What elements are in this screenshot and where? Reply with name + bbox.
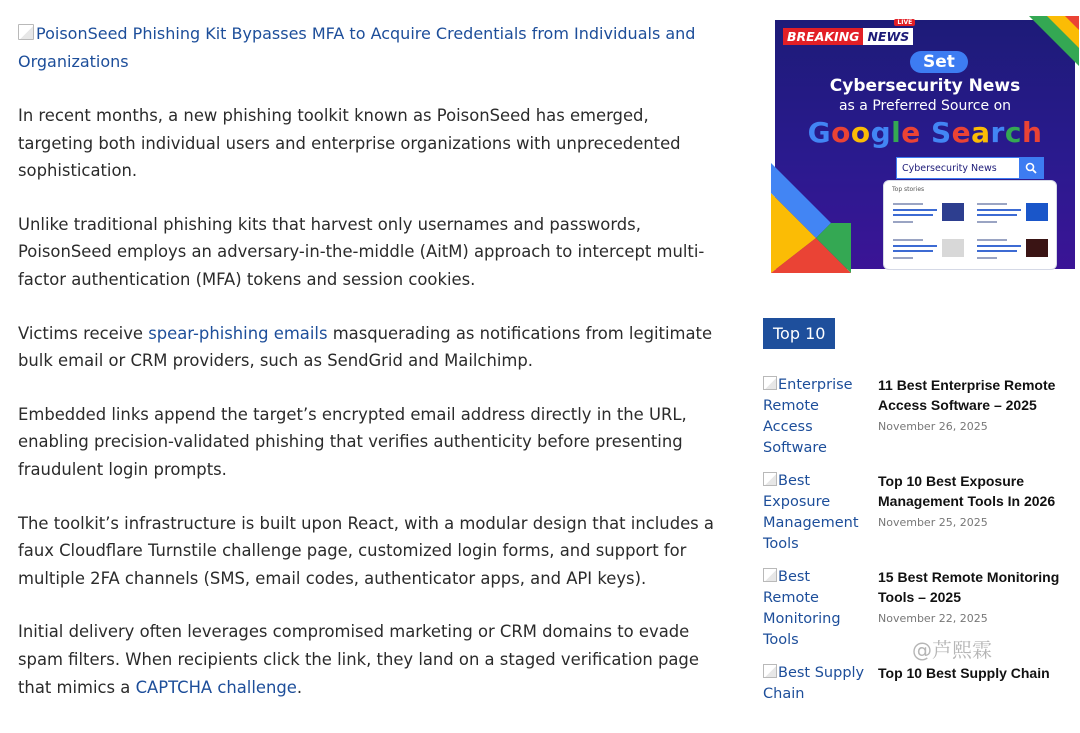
search-icon (1019, 158, 1043, 178)
sidebar-item-title[interactable]: 11 Best Enterprise Remote Access Software – 2025 (878, 377, 1056, 413)
hero-image[interactable] (18, 24, 695, 71)
article-paragraph (18, 618, 718, 701)
story-card-preview (890, 233, 966, 267)
google-search-wordmark (775, 116, 1075, 149)
google-wordmark-letter: S (930, 116, 952, 149)
google-wordmark-letter: l (891, 116, 902, 149)
sidebar-item-thumbnail[interactable] (763, 663, 868, 733)
breaking-label: BREAKING (783, 28, 863, 45)
google-corner-bottom-decoration-icon (771, 163, 851, 273)
sidebar-item-thumbnail[interactable] (763, 471, 868, 552)
paragraph-text: Embedded links append the target’s encrypted email address directly in the URL, enabling precision-validated phishing that verifies authenticity before presenting fraudulent login prompts. (18, 404, 687, 479)
broken-image-icon (763, 472, 777, 486)
banner-search-box (896, 157, 1044, 179)
article-body (18, 20, 718, 701)
thumbnail-alt-text: Best Exposure Management Tools (763, 473, 859, 552)
sidebar-item-title[interactable]: 15 Best Remote Monitoring Tools – 2025 (878, 569, 1060, 605)
sidebar-item-date: November 22, 2025 (878, 612, 988, 625)
article-paragraph (18, 102, 718, 185)
breaking-news-badge (783, 19, 913, 45)
banner-search-value: Cybersecurity News (902, 162, 997, 174)
paragraph-text: Victims receive (18, 323, 149, 343)
paragraph-text: . (296, 677, 303, 697)
google-wordmark-letter: e (951, 116, 972, 149)
google-wordmark-letter: g (870, 116, 892, 149)
banner-subtitle: as a Preferred Source on (838, 98, 1012, 114)
sidebar-item-date: November 25, 2025 (878, 516, 988, 529)
story-card-preview (974, 197, 1050, 231)
paragraph-text: Unlike traditional phishing kits that harvest only usernames and passwords, PoisonSeed employs an adversary-in-the-middle (AitM) approach to intercept multi-factor authentication (MFA) tokens and session cookies. (18, 214, 705, 289)
thumbnail-alt-text: Enterprise Remote Access Software (763, 377, 853, 456)
inline-article-link[interactable]: spear-phishing emails (148, 323, 328, 343)
watermark-text: @芦熙霖 (912, 638, 992, 662)
preferred-source-banner[interactable] (775, 20, 1075, 269)
broken-image-icon (763, 568, 777, 582)
paragraph-text: In recent months, a new phishing toolkit known as PoisonSeed has emerged, targeting both individual users and enterprise organizations with unprecedented sophistication. (18, 106, 681, 181)
thumbnail-alt-text: Best Remote Monitoring Tools (763, 569, 841, 648)
sidebar-item[interactable] (763, 663, 1073, 702)
sidebar-item-title[interactable]: Top 10 Best Supply Chain (878, 665, 1050, 681)
story-card-preview (890, 197, 966, 231)
live-badge: LIVE (894, 19, 915, 26)
sidebar-item-thumbnail[interactable] (763, 567, 868, 648)
google-wordmark-letter: o (831, 116, 851, 149)
story-card-preview (974, 233, 1050, 267)
article-paragraph (18, 211, 718, 294)
broken-image-icon (763, 376, 777, 390)
paragraph-text: masquerading as notifications from legitimate bulk email or CRM providers, such as SendGrid and Mailchimp. (18, 323, 713, 371)
google-wordmark-letter: G (807, 116, 832, 149)
google-wordmark-letter: a (971, 116, 991, 149)
top-stories-preview (883, 180, 1057, 270)
news-text: NEWS (867, 29, 910, 44)
hero-image-alt: PoisonSeed Phishing Kit Bypasses MFA to Acquire Credentials from Individuals and Organizations (18, 24, 696, 71)
google-wordmark-letter: c (1004, 116, 1022, 149)
google-wordmark-letter: e (901, 116, 921, 149)
paragraph-text: The toolkit’s infrastructure is built upon React, with a modular design that includes a faux Cloudflare Turnstile challenge page, customized login forms, and support for multiple 2FA channels (SMS, email codes, authenticator apps, and API keys). (18, 513, 714, 588)
article-paragraph (18, 401, 718, 484)
news-label (863, 19, 913, 45)
banner-title: Cybersecurity News (829, 76, 1021, 96)
top10-section-tag[interactable]: Top 10 (763, 318, 835, 349)
google-wordmark-letter (921, 116, 931, 149)
paragraph-text: Initial delivery often leverages compromised marketing or CRM domains to evade spam filters. When recipients click the link, they land on a staged verification page that mimics a (18, 622, 699, 697)
set-pill: Set (910, 51, 968, 73)
broken-image-icon (18, 24, 34, 40)
sidebar-item-date: November 26, 2025 (878, 420, 988, 433)
article-paragraphs (18, 102, 718, 701)
google-wordmark-letter: h (1021, 116, 1043, 149)
google-wordmark-letter: r (990, 116, 1005, 149)
thumbnail-alt-text: Best Supply Chain (763, 665, 865, 702)
top-stories-label: Top stories (892, 186, 925, 193)
inline-article-link[interactable]: CAPTCHA challenge (135, 677, 297, 697)
sidebar-item-thumbnail[interactable] (763, 375, 868, 456)
article-paragraph (18, 510, 718, 593)
broken-image-icon (763, 664, 777, 678)
sidebar-item-title[interactable]: Top 10 Best Exposure Management Tools In 2026 (878, 473, 1056, 509)
article-paragraph (18, 320, 718, 375)
google-wordmark-letter: o (850, 116, 871, 149)
